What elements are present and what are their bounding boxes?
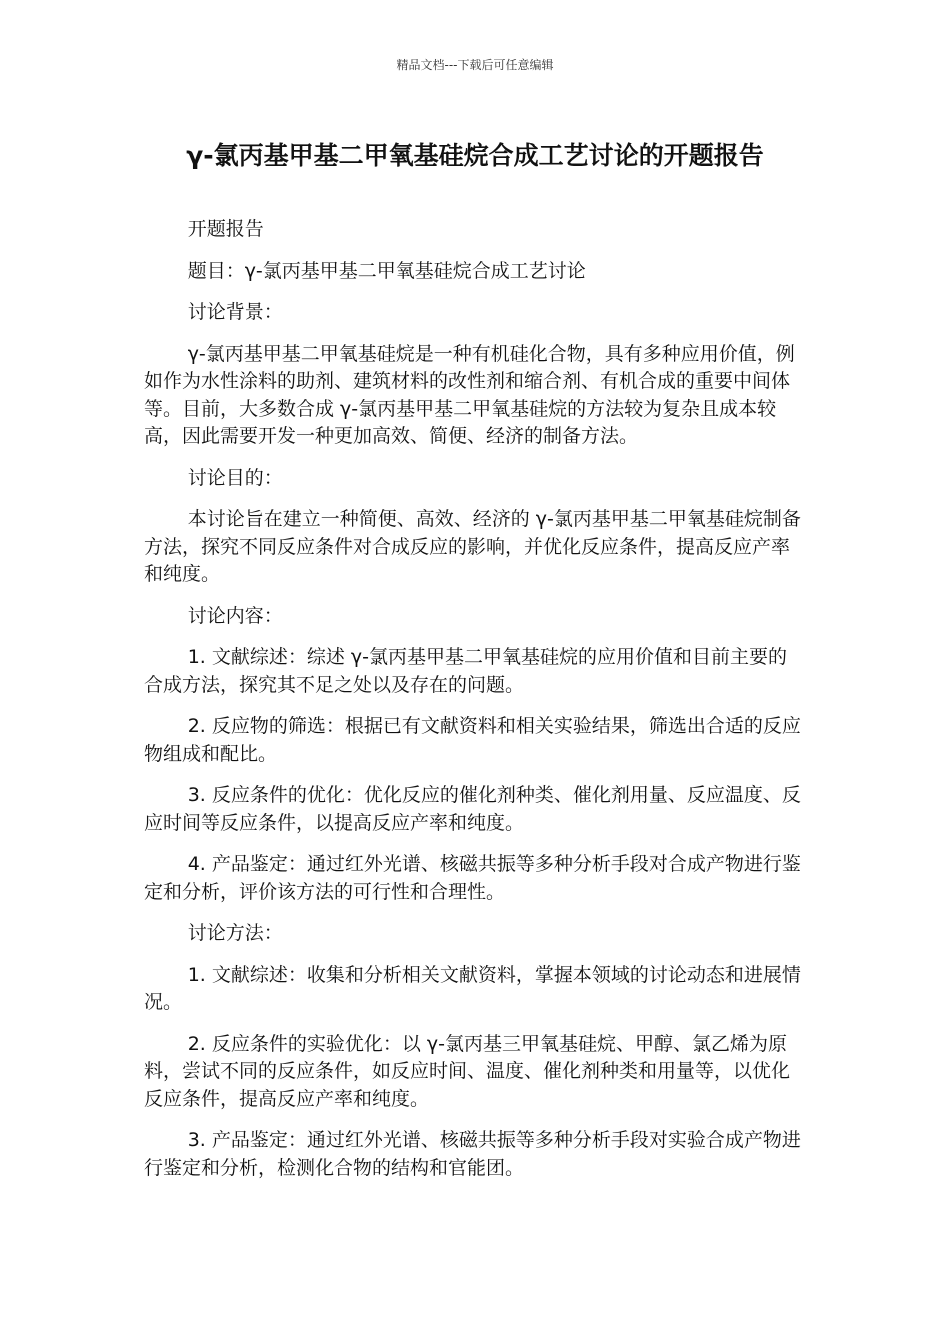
heading-content: 讨论内容： [187,604,283,627]
paragraph-purpose: 本讨论旨在建立一种简便、高效、经济的 γ-氯丙基甲基二甲氧基硅烷制备方法，探究不同反应条件对合成反应的影响，并优化反应条件，提高反应产率和纯度。 [144,508,801,585]
content-item-4: 4. 产品鉴定：通过红外光谱、核磁共振等多种分析手段对合成产物进行鉴定和分析，评价该方法的可行性和合理性。 [144,853,801,903]
paragraph-topic: 题目：γ-氯丙基甲基二甲氧基硅烷合成工艺讨论 [187,259,586,282]
page-header: 精品文档---下载后可任意编辑 [396,58,554,72]
content-item-2: 2. 反应物的筛选：根据已有文献资料和相关实验结果，筛选出合适的反应物组成和配比。 [144,715,801,765]
content-item-1: 1. 文献综述：综述 γ-氯丙基甲基二甲氧基硅烷的应用价值和目前主要的合成方法，探究其不足之处以及存在的问题。 [144,646,787,696]
paragraph-report-label: 开题报告 [187,218,264,240]
content-item-3: 3. 反应条件的优化：优化反应的催化剂种类、催化剂用量、反应温度、反应时间等反应条件，以提高反应产率和纯度。 [144,784,801,834]
paragraph-background: γ-氯丙基甲基二甲氧基硅烷是一种有机硅化合物，具有多种应用价值，例如作为水性涂料的助剂、建筑材料的改性剂和缩合剂、有机合成的重要中间体等。目前，大多数合成 γ-氯丙基甲基二甲氧基硅烷的方法较为复杂且成本较高，因此需要开发一种更加高效、简便、经济的制备方法。 [144,342,795,447]
heading-purpose: 讨论目的： [187,466,283,489]
document-body [144,216,804,1196]
method-item-1: 1. 文献综述：收集和分析相关文献资料，掌握本领域的讨论动态和进展情况。 [144,963,801,1013]
method-item-3: 3. 产品鉴定：通过红外光谱、核磁共振等多种分析手段对实验合成产物进行鉴定和分析，检测化合物的结构和官能团。 [144,1129,801,1179]
heading-method: 讨论方法： [187,922,283,944]
document-title: γ-氯丙基甲基二甲氧基硅烷合成工艺讨论的开题报告 [186,141,764,170]
heading-background: 讨论背景： [187,301,283,323]
method-item-2: 2. 反应条件的实验优化：以 γ-氯丙基三甲氧基硅烷、甲醇、氯乙烯为原料，尝试不同的反应条件，如反应时间、温度、催化剂种类和用量等，以优化反应条件，提高反应产率和纯度。 [144,1032,791,1110]
